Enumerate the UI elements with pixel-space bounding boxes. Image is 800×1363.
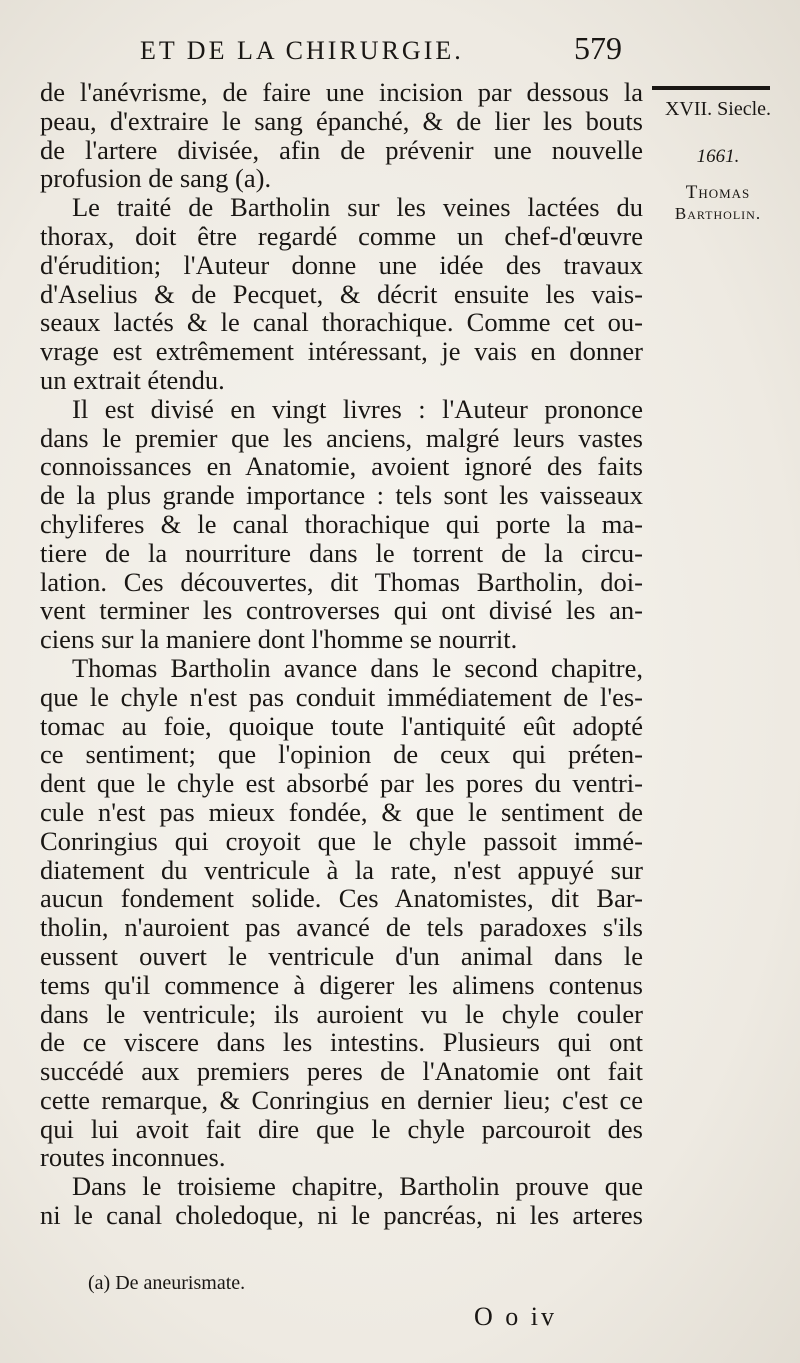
text-line: que le chyle n'est pas conduit immédiatement de l'es- bbox=[40, 681, 643, 712]
text-line: peau, d'extraire le sang épanché, & de lier les bouts bbox=[40, 105, 643, 136]
text-line: thorax, doit être regardé comme un chef-d'œuvre bbox=[40, 220, 643, 251]
text-line: succédé aux premiers peres de l'Anatomie ont fait bbox=[40, 1056, 643, 1087]
text-line: profusion de sang (a). bbox=[40, 163, 272, 194]
signature-mark: O o iv bbox=[474, 1302, 557, 1331]
text-line: Thomas Bartholin avance dans le second chapitre, bbox=[72, 652, 643, 683]
text-line: seaux lactés & le canal thorachique. Comme cet ou- bbox=[40, 307, 643, 338]
text-line: tems qu'il commence à digerer les alimens contenus bbox=[40, 969, 643, 1000]
text-line: tholin, n'auroient pas avancé de tels paradoxes s'ils bbox=[40, 912, 643, 943]
text-line: d'Aselius & de Pecquet, & décrit ensuite les vais- bbox=[40, 278, 643, 309]
footnote: (a) De aneurismate. bbox=[88, 1272, 246, 1294]
page-number: 579 bbox=[574, 30, 622, 66]
text-line: de l'artere divisée, afin de prévenir une nouvelle bbox=[40, 134, 643, 165]
text-line: Il est divisé en vingt livres : l'Auteur prononce bbox=[72, 393, 643, 424]
text-line: cette remarque, & Conringius en dernier lieu; c'est ce bbox=[40, 1084, 643, 1115]
text-line: de la plus grande importance : tels sont les vaisseaux bbox=[40, 480, 643, 511]
margin-century: XVII. Siecle. bbox=[664, 98, 772, 120]
text-line: d'érudition; l'Auteur donne une idée des travaux bbox=[40, 249, 643, 280]
margin-author-last: Bartholin. bbox=[674, 204, 762, 223]
text-line: routes inconnues. bbox=[40, 1142, 226, 1173]
text-line: dent que le chyle est absorbé par les pores du ventri- bbox=[40, 768, 643, 799]
text-line: chyliferes & le canal thorachique qui porte la ma- bbox=[40, 508, 643, 539]
text-line: dans le premier que les anciens, malgré leurs vastes bbox=[40, 422, 643, 453]
margin-author-first: Thomas bbox=[685, 182, 751, 203]
text-line: de ce viscere dans les intestins. Plusieurs qui ont bbox=[40, 1027, 643, 1058]
text-line: tomac au foie, quoique toute l'antiquité eût adopté bbox=[40, 710, 643, 741]
text-line: cule n'est pas mieux fondée, & que le sentiment de bbox=[40, 796, 643, 827]
text-line: ni le canal choledoque, ni le pancréas, ni les arteres bbox=[40, 1200, 643, 1231]
text-line: tiere de la nourriture dans le torrent de la circu- bbox=[40, 537, 643, 568]
text-line: Le traité de Bartholin sur les veines lactées du bbox=[72, 192, 643, 223]
margin-rule bbox=[652, 86, 770, 90]
text-line: Conringius qui croyoit que le chyle passoit immé- bbox=[40, 825, 643, 856]
text-line: connoissances en Anatomie, avoient ignoré des faits bbox=[40, 451, 643, 482]
text-line: aucun fondement solide. Ces Anatomistes, dit Bar- bbox=[40, 883, 643, 914]
text-line: ciens sur la maniere dont l'homme se nourrit. bbox=[40, 624, 518, 655]
text-line: lation. Ces découvertes, dit Thomas Bartholin, doi- bbox=[40, 566, 643, 597]
text-line: ce sentiment; que l'opinion de ceux qui préten- bbox=[40, 739, 643, 770]
text-line: diatement du ventricule à la rate, n'est appuyé sur bbox=[40, 854, 643, 885]
text-line: dans le ventricule; ils auroient vu le chyle couler bbox=[40, 998, 643, 1029]
text-line: vrage est extrêmement intéressant, je vais en donner bbox=[40, 336, 643, 367]
body-text bbox=[40, 78, 643, 1230]
text-line: qui lui avoit fait dire que le chyle parcouroit des bbox=[40, 1113, 643, 1144]
text-line: vent terminer les controverses qui ont divisé les an- bbox=[40, 595, 643, 626]
running-head: ET DE LA CHIRURGIE. bbox=[140, 36, 464, 65]
margin-year: 1661. bbox=[696, 146, 740, 167]
text-line: de l'anévrisme, de faire une incision par dessous la bbox=[40, 77, 643, 107]
text-line: Dans le troisieme chapitre, Bartholin prouve que bbox=[72, 1171, 643, 1202]
text-line: un extrait étendu. bbox=[40, 364, 225, 395]
text-line: eussent ouvert le ventricule d'un animal dans le bbox=[40, 940, 643, 971]
